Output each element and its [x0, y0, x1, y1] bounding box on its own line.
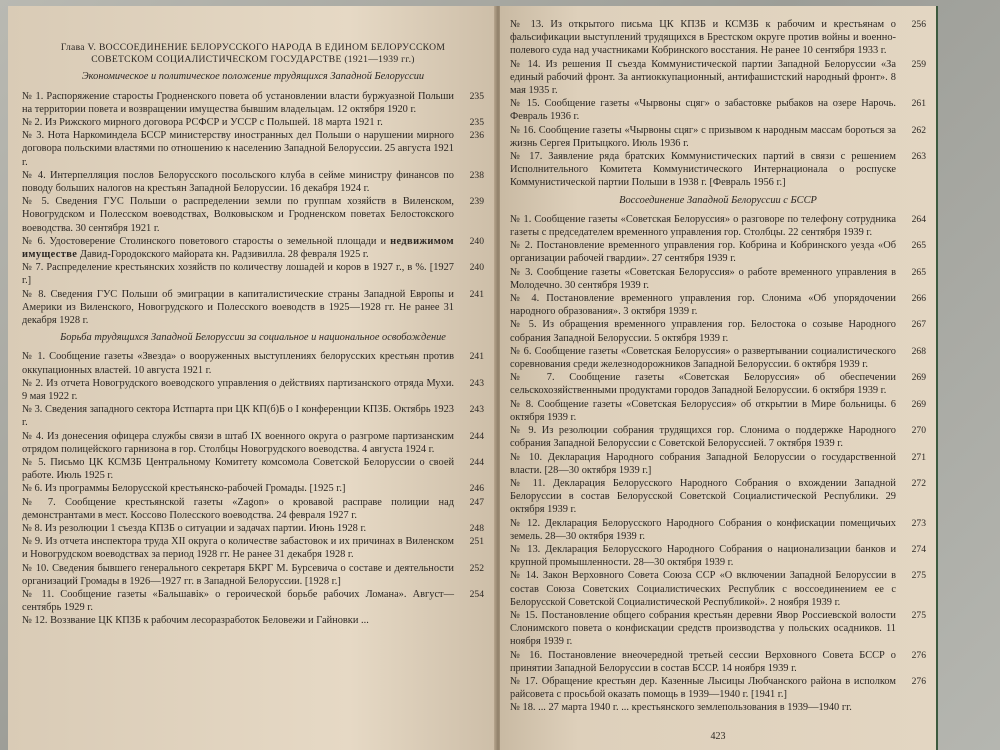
toc-entry: [510, 58, 926, 98]
toc-entry-title: № 13. Декларация Белорусского Народного Собрания о национализации банков и крупной промышленности. 28—30 октября 1939 г.: [510, 543, 896, 569]
section-title-economic: Экономическое и политическое положение трудящихся Западной Белоруссии: [81, 71, 425, 83]
toc-entry: [510, 18, 926, 58]
toc-entry: [510, 649, 926, 675]
toc-entry-text: [510, 371, 896, 397]
toc-entry-page: 239: [469, 196, 484, 208]
right-page-content: [510, 18, 926, 715]
toc-entry: [510, 517, 926, 543]
toc-entry-page: 272: [911, 477, 926, 489]
toc-entry: [22, 588, 484, 614]
toc-entry-title: № 2. Постановление временного управления гор. Кобрина и Кобринского уезда «Об организации рабочей гвардии». 27 сентября 1939 г.: [510, 240, 896, 265]
toc-entry-page: 275: [911, 609, 926, 621]
toc-entry-text: [510, 239, 896, 265]
toc-entry: [22, 235, 484, 261]
toc-entry: [510, 675, 926, 701]
section-entries-continued: [510, 18, 926, 190]
toc-entry-page: 243: [469, 404, 484, 416]
toc-entry-text: [510, 318, 896, 344]
toc-entry-page: 238: [469, 169, 484, 181]
toc-entry-text: [510, 543, 896, 569]
toc-entry-title: № 1. Сообщение газеты «Звезда» о вооруженных выступлениях белорусских крестьян против оккупационных властей. 10 августа 1921 г.: [22, 351, 454, 376]
page-number: 423: [710, 731, 726, 743]
toc-entry-title: № 14. Закон Верховного Совета Союза ССР «О включении Западной Белоруссии в состав Союза Советских Социалистических Республик с воссоединением ее с Белорусской Советской Социалистической Республикой». 2 ноября 1939 г.: [510, 570, 896, 608]
toc-entry: [510, 266, 926, 292]
toc-entry-title: № 3. Сведения западного сектора Истпарта при ЦК КП(б)Б о I конференции КПЗБ. Октябрь 1923 г.: [22, 404, 454, 429]
toc-entry-title: № 12. Декларация Белорусского Народного Собрания о конфискации помещичьих земель. 28—30 октября 1939 г.: [510, 517, 896, 542]
toc-entry: [22, 456, 484, 482]
toc-entry-title: № 13. Из открытого письма ЦК КПЗБ и КСМЗБ к рабочим и крестьянам о фальсификации выступлений трудящихся в Брестском округе против войны и военно-полевого суда над участниками Кобринского восстания. Не ранее 10 сентября 1933 г.: [510, 19, 896, 57]
toc-entry-text: [22, 430, 454, 456]
toc-entry-page: 241: [469, 351, 484, 363]
toc-entry-page: 248: [469, 523, 484, 535]
toc-entry: [510, 213, 926, 239]
toc-entry-text: [510, 266, 896, 292]
toc-entry-title: № 8. Сведения ГУС Польши об эмиграции в капиталистические страны Западной Европы и Америки из Виленского, Новогрудского и Полесского воеводств в 1925—1928 гг. Не ранее 31 декабря 1928 г.: [22, 288, 454, 326]
toc-entry-page: 267: [911, 319, 926, 331]
toc-entry-title: № 14. Из решения II съезда Коммунистической партии Западной Белоруссии «За единый рабочий фронт. За антиоккупационный, антифашистский народный фронт». 8 мая 1935 г.: [510, 58, 896, 97]
toc-entry: [22, 90, 484, 116]
toc-entry-text: [22, 116, 454, 129]
toc-entry: [22, 562, 484, 588]
toc-entry: [510, 124, 926, 150]
left-page: [8, 6, 496, 750]
toc-entry: [510, 371, 926, 397]
toc-entry-title: № 7. Сообщение газеты «Советская Белоруссия» об обеспечении сельскохозяйственными продуктами городов Западной Белоруссии. 6 октября 1939 г.: [510, 372, 896, 397]
toc-entry-page: 269: [911, 398, 926, 410]
toc-entry-text: [510, 97, 896, 123]
toc-entry-page: 265: [911, 266, 926, 278]
toc-entry-text: [22, 403, 454, 429]
section-entries-economic: [22, 90, 484, 328]
toc-entry-text: [510, 649, 896, 675]
toc-entry-page: 240: [469, 235, 484, 247]
toc-entry-title: № 4. Интерпелляция послов Белорусского посольского клуба в сейме министру финансов по поводу больших налогов на крестьян Западной Белоруссии. 16 декабря 1924 г.: [22, 169, 454, 194]
toc-entry-text: [510, 18, 896, 58]
toc-entry-title: № 2. Из отчета Новогрудского воеводского управления о действиях партизанского отряда Мухи. 9 мая 1922 г.: [22, 377, 454, 403]
toc-entry-page: 247: [469, 496, 484, 508]
toc-entry-page: 241: [469, 288, 484, 300]
toc-entry-title: № 17. Обращение крестьян дер. Казенные Лысицы Любчанского района в исполком райсовета с просьбой оказать помощь в 1939—1940 г. [1941 г.]: [510, 675, 896, 701]
toc-entry-text: [22, 288, 454, 328]
toc-entry-page: 271: [911, 451, 926, 463]
toc-entry-title: № 9. Из резолюции собрания трудящихся гор. Слонима о поддержке Народного собрания Западной Белоруссии с Советской Белоруссией. 7 октября 1939 г.: [510, 425, 896, 450]
toc-entry-title: № 11. Декларация Белорусского Народного Собрания о вхождении Западной Белоруссии в состав Белорусской Советской Социалистической Республики. 29 октября 1939 г.: [510, 477, 896, 516]
toc-entry-page: 235: [469, 90, 484, 102]
toc-entry-text: [22, 377, 454, 403]
toc-entry-text: [510, 124, 896, 150]
toc-entry-page: 243: [469, 377, 484, 389]
toc-entry: [510, 609, 926, 649]
toc-entry-title: № 2. Из Рижского мирного договора РСФСР и УССР с Польшей. 18 марта 1921 г.: [22, 116, 383, 128]
toc-entry-page: 244: [469, 457, 484, 469]
toc-entry-page: 256: [911, 19, 926, 30]
toc-entry-text: [510, 477, 896, 517]
toc-entry: [22, 403, 484, 429]
toc-entry-page: 244: [469, 430, 484, 442]
toc-entry-text: [22, 496, 454, 522]
toc-entry-text: [510, 213, 896, 239]
toc-entry: [510, 97, 926, 123]
toc-entry-page: 240: [469, 262, 484, 274]
section-entries-struggle: [22, 350, 484, 627]
toc-entry-title: № 10. Декларация Народного собрания Западной Белоруссии о государственной власти. [28—30 октября 1939 г.]: [510, 451, 896, 476]
right-page: [500, 6, 936, 750]
toc-entry-page: 276: [911, 649, 926, 661]
toc-entry-title: № 5. Из обращения временного управления гор. Белостока о созыве Народного собрания Западной Белоруссии. 5 октября 1939 г.: [510, 319, 896, 344]
chapter-heading-line-1: Глава V. ВОССОЕДИНЕНИЕ БЕЛОРУССКОГО НАРОДА В ЕДИНОМ БЕЛОРУССКОМ: [60, 42, 446, 53]
toc-entry-page: 259: [911, 58, 926, 70]
toc-entry-page: 246: [469, 483, 484, 495]
toc-entry-text: [22, 614, 454, 627]
chapter-heading-line-2: СОВЕТСКОМ СОЦИАЛИСТИЧЕСКОМ ГОСУДАРСТВЕ (1921—1939 гг.): [91, 54, 415, 66]
toc-entry: [22, 522, 484, 535]
toc-entry-page: 262: [911, 124, 926, 136]
toc-entry-title: № 11. Сообщение газеты «Бальшавік» о героической борьбе рабочих Ломана». Август—сентябрь 1929 г.: [22, 589, 454, 614]
toc-entry-title: № 6. Удостоверение Столинского поветового старосты о земельной площади и: [22, 235, 391, 247]
section-entries-reunification: [510, 213, 926, 715]
toc-entry-title: № 1. Распоряжение старосты Гродненского повета об установлении власти буржуазной Польши на территории повета и возвращении имущества бывшим владельцам. 12 октября 1920 г.: [22, 90, 454, 115]
toc-entry-page: 236: [469, 130, 484, 142]
toc-entry: [22, 261, 484, 287]
toc-entry-page: 261: [911, 98, 926, 110]
toc-entry-title: № 8. Из резолюции 1 съезда КПЗБ о ситуации и задачах партии. Июнь 1928 г.: [22, 523, 367, 535]
toc-entry-title: № 4. Из донесения офицера службы связи в штаб IX военного округа о разгроме партизанским отрядом полицейского гарнизона в гор. Столбцы Новогрудского воеводства. 4 августа 1924 г.: [22, 430, 454, 455]
toc-entry-text: [22, 169, 454, 195]
toc-entry-title: № 3. Сообщение газеты «Советская Белоруссия» о работе временного управления в Молодечно. 30 сентября 1939 г.: [510, 266, 896, 291]
toc-entry-emphasis: недвижимом имуществе: [22, 235, 454, 260]
toc-entry-text: [22, 129, 454, 169]
toc-entry-text: [510, 675, 896, 701]
toc-entry-text: [510, 292, 896, 318]
toc-entry-page: 251: [469, 536, 484, 548]
toc-entry-page: 274: [911, 543, 926, 555]
toc-entry-text: [22, 588, 454, 614]
toc-entry-title: № 12. Воззвание ЦК КПЗБ к рабочим лесоразработок Беловежи и Гайновки ...: [22, 615, 369, 627]
toc-entry-page: 269: [911, 372, 926, 384]
toc-entry-text: [510, 609, 896, 649]
toc-entry-title: № 18. ... 27 марта 1940 г. ... крестьянского землепользования в 1939—1940 гг.: [510, 702, 852, 714]
toc-entry: [510, 569, 926, 609]
toc-entry: [22, 535, 484, 561]
toc-entry-title: № 8. Сообщение газеты «Советская Белоруссия» об открытии в Мире больницы. 6 октября 1939 г.: [510, 398, 896, 423]
toc-entry-text: [510, 58, 896, 98]
toc-entry-title: № 5. Письмо ЦК КСМЗБ Центральному Комитету комсомола Советской Белоруссии о своей работе. Июль 1925 г.: [22, 457, 454, 482]
toc-entry: [510, 292, 926, 318]
toc-entry-text: [22, 522, 454, 535]
toc-entry: [510, 701, 926, 714]
toc-entry-page: 273: [911, 517, 926, 529]
toc-entry: [22, 350, 484, 376]
toc-entry-title: № 9. Из отчета инспектора труда XII округа о количестве забастовок и их причинах в Виленском и Новогрудском воеводствах за период 1928 гг. Не ранее 31 декабря 1928 г.: [22, 536, 454, 561]
toc-entry-page: 266: [911, 293, 926, 305]
toc-entry: [22, 430, 484, 456]
toc-entry-title: № 3. Нота Наркоминдела БССР министерству иностранных дел Польши о нарушении мирного договора польскими властями по отношению к населению Западной Белоруссии. 25 августа 1921 г.: [22, 130, 454, 168]
toc-entry-page: 263: [911, 151, 926, 163]
toc-entry-text: [510, 424, 896, 450]
toc-entry: [22, 116, 484, 129]
toc-entry-text: [510, 150, 896, 190]
toc-entry: [22, 169, 484, 195]
toc-entry: [510, 477, 926, 517]
open-book: [8, 6, 938, 750]
toc-entry-title: № 15. Сообщение газеты «Чырвоны сцяг» о забастовке рыбаков на озере Нарочь. Февраль 1936 г.: [510, 98, 896, 123]
toc-entry-title: № 6. Сообщение газеты «Советская Белоруссия» о развертывании социалистического соревнования среди железнодорожников Западной Белоруссии. 6 октября 1939 г.: [510, 345, 896, 371]
toc-entry: [510, 398, 926, 424]
toc-entry-text: [510, 345, 896, 371]
toc-entry-title: № 4. Постановление временного управления гор. Слонима «Об упорядочении народного образования». 3 октября 1939 г.: [510, 293, 896, 318]
toc-entry-title: № 16. Постановление внеочередной третьей сессии Верховного Совета БССР о принятии Западной Белоруссии в состав БССР. 14 ноября 1939 г.: [510, 649, 896, 674]
section-title-reunification: Воссоединение Западной Белоруссии с БССР: [619, 194, 817, 206]
toc-entry: [22, 614, 484, 627]
toc-entry-title: № 16. Сообщение газеты «Чырвоны сцяг» с призывом к народным массам бороться за жизнь Сергея Притыцкого. Июль 1936 г.: [510, 124, 896, 149]
toc-entry-page: 235: [469, 116, 484, 128]
toc-entry-text: [22, 235, 454, 261]
toc-entry-page: 264: [911, 213, 926, 225]
toc-entry-text: [22, 562, 454, 588]
toc-entry-text: [22, 90, 454, 116]
toc-entry: [510, 345, 926, 371]
toc-entry-title: № 5. Сведения ГУС Польши о распределении земли по группам хозяйств в Виленском, Новогрудском и Полесском воеводствах, Волковыском и Гродненском поветах Белостокского воеводства. 30 сентября 1921 г.: [22, 196, 454, 234]
toc-entry-page: 254: [469, 589, 484, 601]
toc-entry: [510, 239, 926, 265]
toc-entry: [22, 482, 484, 495]
toc-entry: [22, 377, 484, 403]
toc-entry-text: [22, 482, 454, 495]
toc-entry: [22, 129, 484, 169]
toc-entry-title-cont: Давид-Городокского майората кн. Радзивилла. 28 февраля 1925 г.: [77, 248, 369, 260]
toc-entry-page: 276: [911, 675, 926, 687]
toc-entry-title: № 17. Заявление ряда братских Коммунистических партий в связи с решением Исполнительного Комитета Коммунистического Интернационала о роспуске Коммунистической партии Польши в 1938 г. [Февраль 1956 г.]: [510, 151, 896, 189]
toc-entry-page: 275: [911, 570, 926, 582]
chapter-heading: [22, 42, 484, 66]
left-page-content: [22, 42, 484, 628]
toc-entry: [510, 451, 926, 477]
toc-entry-text: [22, 350, 454, 376]
toc-entry: [510, 543, 926, 569]
section-title-struggle: Борьба трудящихся Западной Белоруссии за социальное и национальное освобождение: [60, 332, 446, 344]
toc-entry: [510, 424, 926, 450]
toc-entry-title: № 7. Распределение крестьянских хозяйств по количеству лошадей и коров в 1927 г., в %. [1927 г.]: [22, 262, 454, 287]
toc-entry-title: № 10. Сведения бывшего генерального секретаря БКРГ М. Бурсевича о составе и деятельности организаций Громады в 1926—1927 гг. в Западной Белоруссии. [1928 г.]: [22, 562, 454, 587]
toc-entry-title: № 15. Постановление общего собрания крестьян деревни Явор Россиевской волости Слонимского повета о конфискации средств производства у польских осадников. 11 ноября 1939 г.: [510, 609, 896, 648]
toc-entry-text: [510, 451, 896, 477]
toc-entry: [22, 496, 484, 522]
toc-entry-text: [510, 569, 896, 609]
toc-entry: [22, 195, 484, 235]
toc-entry-text: [22, 456, 454, 482]
toc-entry-page: 270: [911, 425, 926, 437]
toc-entry-page: 268: [911, 345, 926, 357]
toc-entry-text: [510, 398, 896, 424]
toc-entry-text: [22, 261, 454, 287]
toc-entry-text: [510, 701, 896, 714]
toc-entry-title: № 6. Из программы Белорусской крестьянско-рабочей Громады. [1925 г.]: [22, 483, 346, 495]
toc-entry-title: № 1. Сообщение газеты «Советская Белоруссия» о разговоре по телефону сотрудника газеты с председателем временного управления гор. Столбцы. 22 сентября 1939 г.: [510, 213, 896, 239]
toc-entry-text: [22, 195, 454, 235]
toc-entry: [510, 150, 926, 190]
toc-entry-title: № 7. Сообщение крестьянской газеты «Zagon» о кровавой расправе полиции над демонстрантами в мест. Коссово Полесского воеводства. 24 февраля 1927 г.: [22, 496, 454, 521]
toc-entry-text: [510, 517, 896, 543]
toc-entry: [22, 288, 484, 328]
toc-entry-page: 265: [911, 240, 926, 252]
toc-entry: [510, 318, 926, 344]
toc-entry-page: 252: [469, 562, 484, 574]
toc-entry-text: [22, 535, 454, 561]
